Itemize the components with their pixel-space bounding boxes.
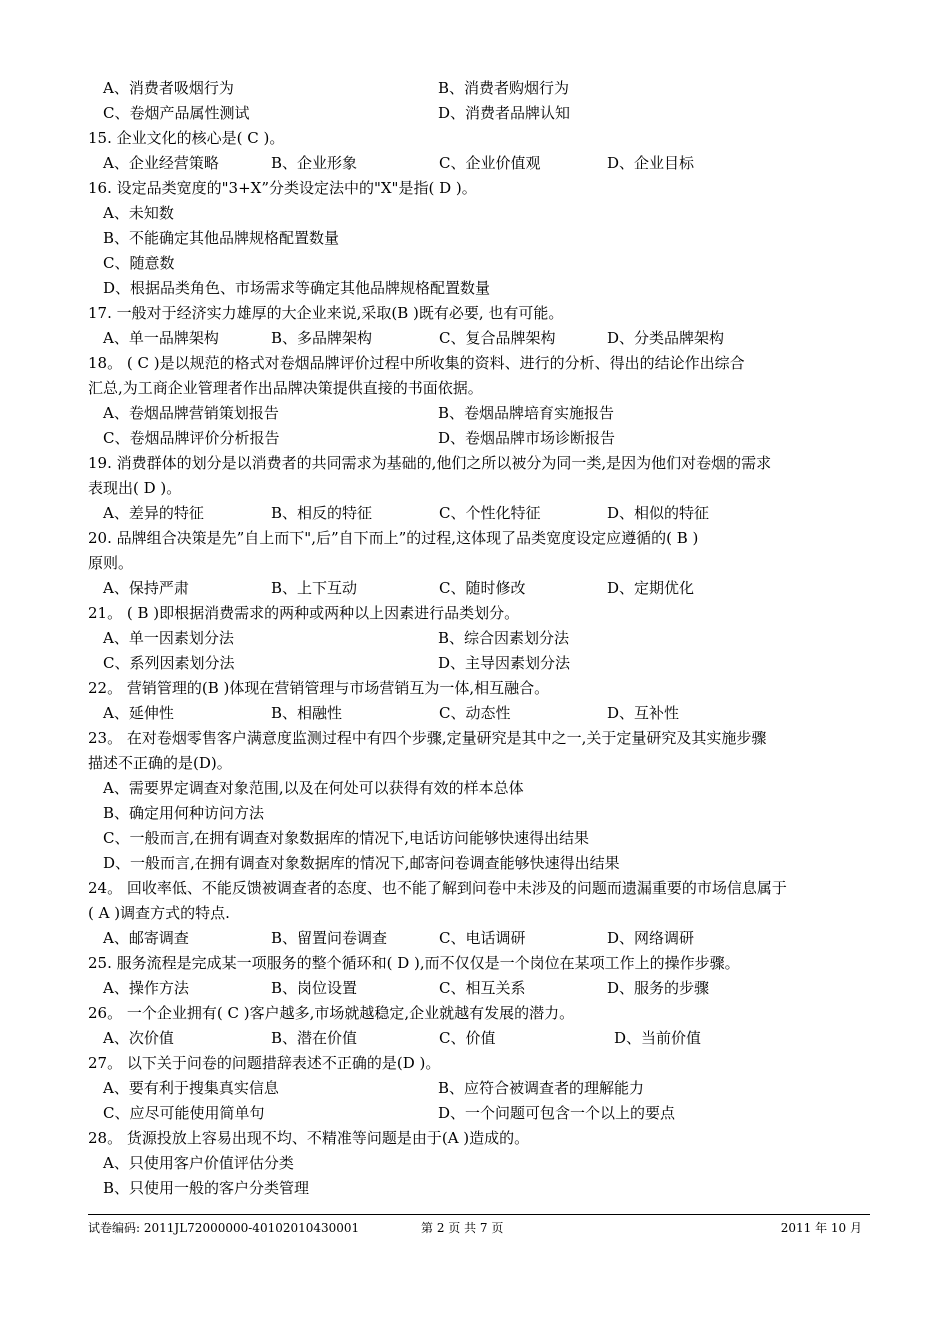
- option-c: C、系列因素划分法: [103, 654, 235, 672]
- option-a: A、次价值: [103, 1029, 174, 1047]
- option-b: B、综合因素划分法: [438, 629, 570, 647]
- option-c: C、卷烟品牌评价分析报告: [103, 429, 280, 447]
- option-b: B、留置问卷调查: [271, 929, 388, 947]
- question-stem-continued: 原则。: [88, 554, 134, 572]
- option-c: C、动态性: [439, 704, 511, 722]
- option-d: D、企业目标: [607, 154, 695, 172]
- options-row: [88, 1101, 870, 1126]
- exam-code: 试卷编码: 2011JL72000000-40102010430001: [88, 1221, 360, 1235]
- options-row: [88, 326, 870, 351]
- option-d: D、网络调研: [607, 929, 695, 947]
- question-stem: 21。 ( B )即根据消费需求的两种或两种以上因素进行品类划分。: [88, 604, 520, 622]
- question-stem-continued: 描述不正确的是(D)。: [88, 754, 232, 772]
- option-a: A、邮寄调查: [103, 929, 189, 947]
- option-b: B、上下互动: [271, 579, 358, 597]
- option-d: D、主导因素划分法: [438, 654, 571, 672]
- option-c: C、电话调研: [439, 929, 526, 947]
- option-b: B、岗位设置: [271, 979, 358, 997]
- option-d: D、一个问题可包含一个以上的要点: [438, 1104, 676, 1122]
- option-a: A、只使用客户价值评估分类: [103, 1154, 294, 1172]
- question-stem: 24。 回收率低、不能反馈被调查者的态度、也不能了解到问卷中未涉及的问题而遗漏重要的市场信息属于: [88, 879, 787, 897]
- question-stem: 16. 设定品类宽度的"3+X”分类设定法中的"X"是指( D )。: [88, 179, 477, 197]
- options-row: [88, 701, 870, 726]
- option-a: A、消费者吸烟行为: [103, 79, 234, 97]
- question-stem: 27。 以下关于问卷的问题措辞表述不正确的是(D )。: [88, 1054, 441, 1072]
- options-row: [88, 976, 870, 1001]
- option-b: B、只使用一般的客户分类管理: [103, 1179, 310, 1197]
- question-stem: 15. 企业文化的核心是( C )。: [88, 129, 285, 147]
- option-a: A、卷烟品牌营销策划报告: [103, 404, 279, 422]
- option-a: A、保持严肃: [103, 579, 189, 597]
- option-c: C、个性化特征: [439, 504, 541, 522]
- option-a: A、单一因素划分法: [103, 629, 234, 647]
- question-stem-continued: 表现出( D )。: [88, 479, 182, 497]
- option-b: B、企业形象: [271, 154, 358, 172]
- option-b: B、消费者购烟行为: [438, 79, 570, 97]
- option-a: A、需要界定调查对象范围,以及在何处可以获得有效的样本总体: [103, 779, 524, 797]
- option-c: C、复合品牌架构: [439, 329, 556, 347]
- option-a: A、操作方法: [103, 979, 189, 997]
- options-row: [88, 151, 870, 176]
- option-a: A、企业经营策略: [103, 154, 219, 172]
- option-b: B、相融性: [271, 704, 343, 722]
- options-row: [88, 1026, 870, 1051]
- option-b: B、不能确定其他品牌规格配置数量: [103, 229, 340, 247]
- question-stem-continued: ( A )调查方式的特点.: [88, 904, 230, 922]
- option-c: C、价值: [439, 1029, 496, 1047]
- option-b: B、卷烟品牌培育实施报告: [438, 404, 615, 422]
- question-stem: 28。 货源投放上容易出现不均、不精准等问题是由于(A )造成的。: [88, 1129, 530, 1147]
- option-b: B、应符合被调查者的理解能力: [438, 1079, 645, 1097]
- options-row: [88, 626, 870, 651]
- options-row: [88, 501, 870, 526]
- option-c: C、应尽可能使用简单句: [103, 1104, 265, 1122]
- question-stem: 17. 一般对于经济实力雄厚的大企业来说,采取(B )既有必要, 也有可能。: [88, 304, 564, 322]
- option-d: D、服务的步骤: [607, 979, 710, 997]
- question-stem: 19. 消费群体的划分是以消费者的共同需求为基础的,他们之所以被分为同一类,是因为他们对卷烟的需求: [88, 454, 772, 472]
- option-a: A、单一品牌架构: [103, 329, 219, 347]
- option-d: D、卷烟品牌市场诊断报告: [438, 429, 616, 447]
- option-c: C、一般而言,在拥有调查对象数据库的情况下,电话访问能够快速得出结果: [103, 829, 590, 847]
- option-c: C、卷烟产品属性测试: [103, 104, 250, 122]
- page-footer: [88, 1214, 870, 1237]
- question-list: [88, 76, 870, 1201]
- options-row: [88, 101, 870, 126]
- options-row: [88, 576, 870, 601]
- option-d: D、定期优化: [607, 579, 695, 597]
- option-c: C、随时修改: [439, 579, 526, 597]
- option-d: D、互补性: [607, 704, 680, 722]
- options-row: [88, 401, 870, 426]
- options-row: [88, 76, 870, 101]
- option-b: B、潜在价值: [271, 1029, 358, 1047]
- options-row: [88, 926, 870, 951]
- options-row: [88, 1076, 870, 1101]
- option-a: A、未知数: [103, 204, 174, 222]
- exam-date: 2011 年 10 月: [780, 1221, 862, 1235]
- question-stem: 25. 服务流程是完成某一项服务的整个循环和( D ),而不仅仅是一个岗位在某项工作上的操作步骤。: [88, 954, 740, 972]
- question-stem: 26。 一个企业拥有( C )客户越多,市场就越稳定,企业就越有发展的潜力。: [88, 1004, 575, 1022]
- question-stem: 20. 品牌组合决策是先”自上而下",后”自下而上”的过程,这体现了品类宽度设定应遵循的( B ): [88, 529, 699, 547]
- options-row: [88, 426, 870, 451]
- option-d: D、相似的特征: [607, 504, 710, 522]
- question-stem: 22。 营销管理的(B )体现在营销管理与市场营销互为一体,相互融合。: [88, 679, 550, 697]
- question-stem-continued: 汇总,为工商企业管理者作出品牌决策提供直接的书面依据。: [88, 379, 483, 397]
- option-d: D、当前价值: [614, 1029, 702, 1047]
- option-a: A、要有利于搜集真实信息: [103, 1079, 279, 1097]
- option-d: D、根据品类角色、市场需求等确定其他品牌规格配置数量: [103, 279, 491, 297]
- option-d: D、分类品牌架构: [607, 329, 725, 347]
- option-c: C、相互关系: [439, 979, 526, 997]
- option-d: D、一般而言,在拥有调查对象数据库的情况下,邮寄问卷调查能够快速得出结果: [103, 854, 620, 872]
- option-b: B、相反的特征: [271, 504, 373, 522]
- option-a: A、差异的特征: [103, 504, 204, 522]
- page-number: 第 2 页 共 7 页: [421, 1221, 504, 1235]
- options-row: [88, 651, 870, 676]
- option-c: C、企业价值观: [439, 154, 541, 172]
- question-stem: 18。 ( C )是以规范的格式对卷烟品牌评价过程中所收集的资料、进行的分析、得出的结论作出综合: [88, 354, 745, 372]
- option-c: C、随意数: [103, 254, 175, 272]
- option-b: B、确定用何种访问方法: [103, 804, 265, 822]
- question-stem: 23。 在对卷烟零售客户满意度监测过程中有四个步骤,定量研究是其中之一,关于定量研究及其实施步骤: [88, 729, 767, 747]
- option-b: B、多品牌架构: [271, 329, 373, 347]
- option-d: D、消费者品牌认知: [438, 104, 571, 122]
- option-a: A、延伸性: [103, 704, 174, 722]
